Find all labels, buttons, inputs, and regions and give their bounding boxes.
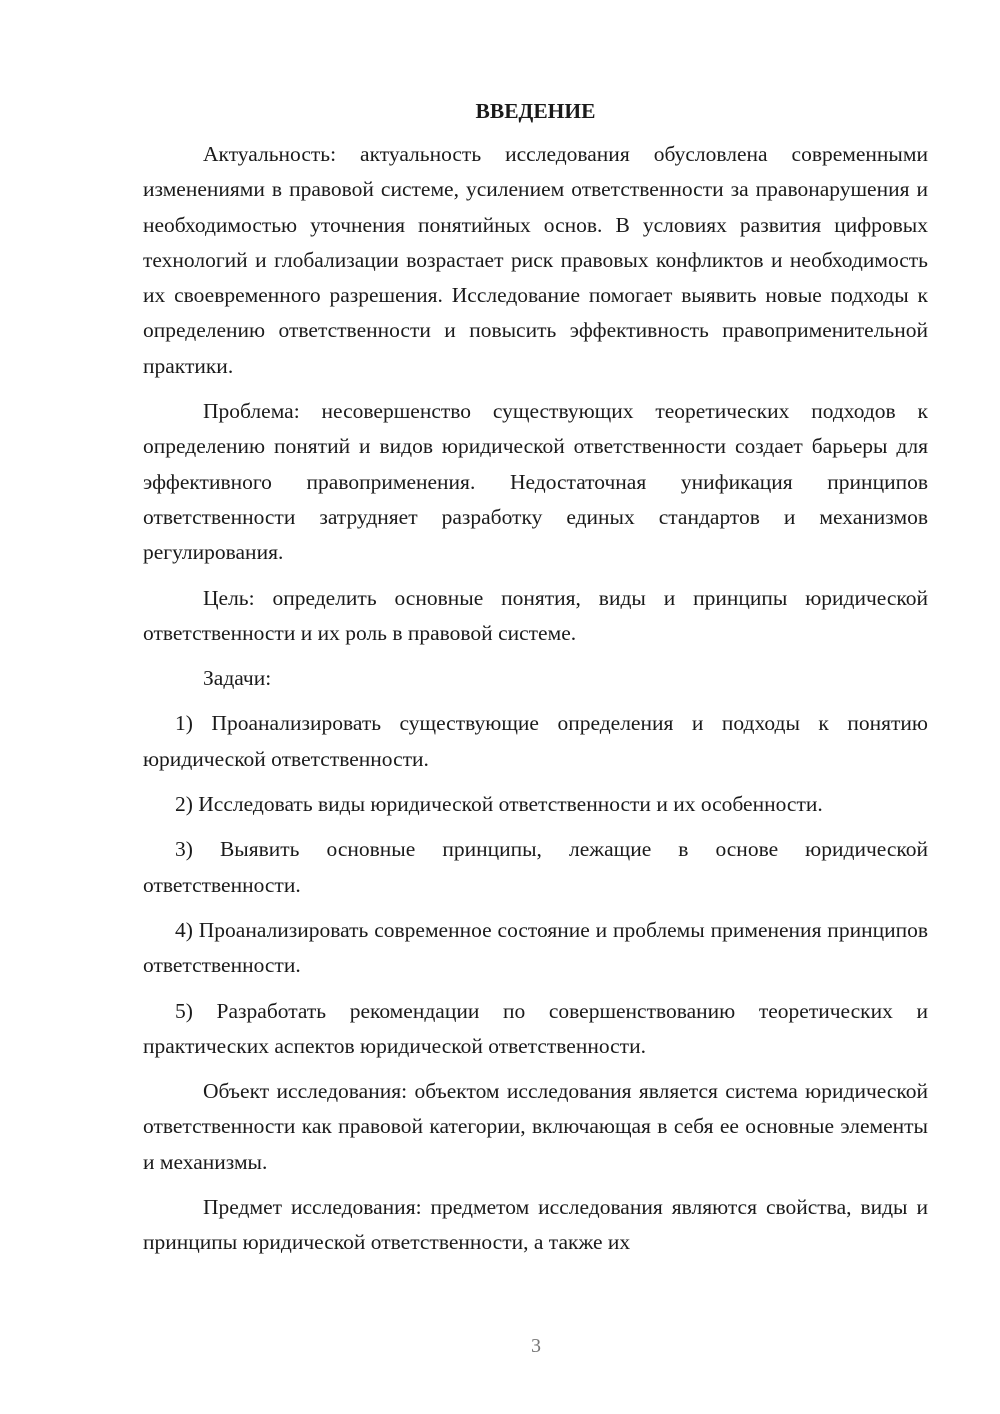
paragraph-object: Объект исследования: объектом исследования является система юридической ответственности как правовой категории, включающая в себя ее основные элементы и механизмы. — [143, 1079, 928, 1174]
paragraph-problem: Проблема: несовершенство существующих теоретических подходов к определению понятий и видов юридической ответственности создает барьеры для эффективного правоприменения. Недостаточная унификация принципов ответственности затрудняет разработку единых стандартов и механизмов регулирования. — [143, 399, 928, 565]
task-item-5: 5) Разработать рекомендации по совершенствованию теоретических и практических аспектов юридической ответственности. — [143, 998, 928, 1058]
paragraph-subject: Предмет исследования: предметом исследования являются свойства, виды и принципы юридической ответственности, а также их — [143, 1195, 928, 1255]
page-content — [143, 95, 928, 1271]
page-number: 3 — [531, 1335, 541, 1357]
page-title: ВВЕДЕНИЕ — [475, 99, 596, 123]
task-item-1: 1) Проанализировать существующие определения и подходы к понятию юридической ответственности. — [143, 711, 928, 771]
task-item-4: 4) Проанализировать современное состояние и проблемы применения принципов ответственности. — [143, 917, 928, 978]
paragraph-goal: Цель: определить основные понятия, виды и принципы юридической ответственности и их роль в правовой системе. — [143, 585, 928, 645]
task-item-2: 2) Исследовать виды юридической ответственности и их особенности. — [175, 792, 823, 817]
paragraph-relevance: Актуальность: актуальность исследования обусловлена современными изменениями в правовой системе, усилением ответственности за правонарушения и необходимостью уточнения понятийных основ. В условиях развития цифровых технологий и глобализации возрастает риск правовых конфликтов и необходимость их своевременного разрешения. Исследование помогает выявить новые подходы к определению ответственности и повысить эффективность правоприменительной практики. — [143, 142, 928, 378]
task-item-3: 3) Выявить основные принципы, лежащие в основе юридической ответственности. — [143, 837, 928, 897]
paragraph-tasks-heading: Задачи: — [203, 666, 272, 691]
